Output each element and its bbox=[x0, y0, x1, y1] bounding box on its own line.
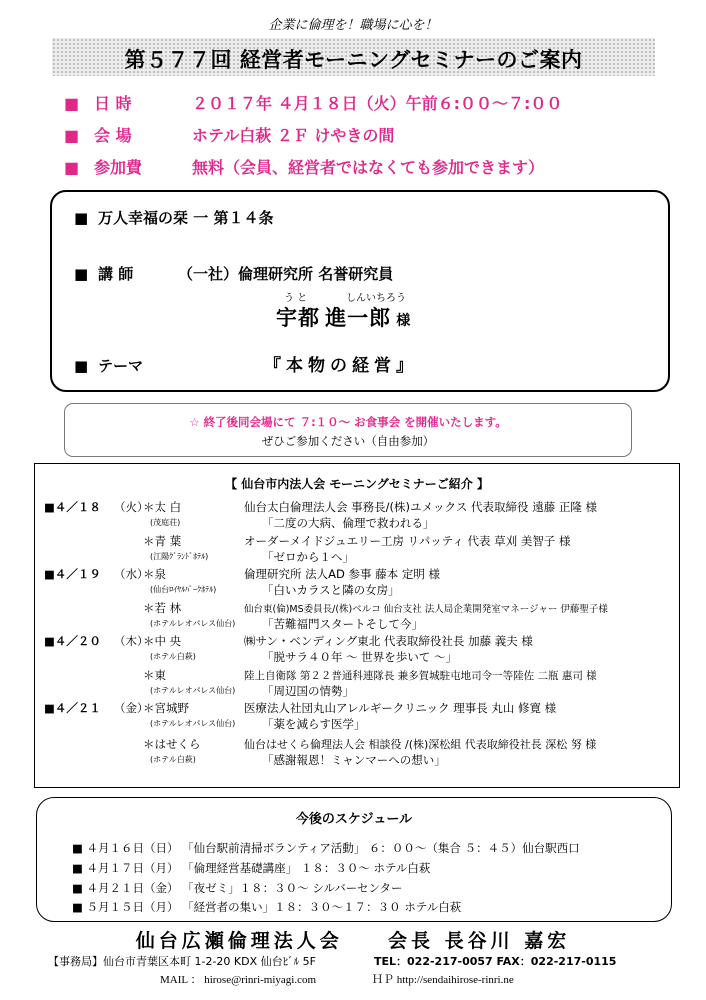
intro-date: ■４／１８ bbox=[44, 500, 101, 514]
schedule-item: ■ ４月１７日（月） 「倫理経営基礎講座」 １８：３０～ ホテル白萩 bbox=[72, 861, 431, 875]
intro-theme: 「二度の大病、倫理で救われる」 bbox=[262, 516, 435, 530]
schedule-item: ■ ５月１５日（月） 「経営者の集い」１８：３０～１７：３０ ホテル白萩 bbox=[72, 900, 462, 914]
bullet-square: ■ bbox=[64, 94, 80, 113]
intro-theme: 「感謝報恩！ミャンマーへの想い」 bbox=[262, 753, 446, 767]
intro-theme: 「薬を減らす医学」 bbox=[262, 717, 366, 731]
page-title: 第５７７回 経営者モーニングセミナーのご案内 bbox=[124, 48, 583, 72]
intro-speaker: 仙台東(倫)MS委員長/(株)ベルコ 仙台支社 法人局企業開発室マネージャー 伊藤聖子様 bbox=[244, 604, 608, 615]
dinner-line1 bbox=[64, 414, 632, 430]
lecturer-org: （一社）倫理研究所 名誉研究員 bbox=[178, 265, 394, 283]
header-item-datetime bbox=[64, 91, 562, 114]
speaker-honorific: 様 bbox=[396, 313, 411, 329]
schedule-item: ■ ４月２１日（金） 「夜ゼミ」１８：３０～ シルバーセンター bbox=[72, 881, 403, 895]
dinner-line2: ぜひご参加ください（自由参加） bbox=[261, 434, 435, 448]
intro-chapter-name: ＊宮城野 bbox=[143, 701, 189, 715]
intro-venue: (ホテル白萩) bbox=[150, 652, 196, 661]
schedule-title: 今後のスケジュール bbox=[295, 812, 413, 827]
homepage-url[interactable]: ＨＰ http://sendaihirose-rinri.ne bbox=[372, 974, 514, 986]
office-address: 【事務局】仙台市青葉区本町 1-2-20 KDX 仙台ﾋﾞﾙ 5F bbox=[48, 955, 316, 968]
intro-speaker: 医療法人社団丸山アレルギークリニック 理事長 丸山 修寛 様 bbox=[244, 701, 557, 715]
bullet-square: ■ bbox=[64, 158, 80, 177]
theme-label: テーマ bbox=[98, 357, 144, 375]
intro-venue: (ホテルレオパレス仙台) bbox=[150, 686, 236, 695]
tel-fax: TEL：022-217-0057 FAX：022-217-0115 bbox=[374, 955, 617, 968]
header-item-venue bbox=[64, 123, 394, 146]
intro-speaker: 陸上自衛隊 第２２普通科連隊長 兼多賀城駐屯地司令一等陸佐 二瓶 惠司 様 bbox=[244, 670, 597, 682]
theme-title: 『本物の経営』 bbox=[264, 356, 418, 376]
speaker-family-name: 宇都 bbox=[276, 306, 320, 330]
header-value: ２０１７年 ４月１８日（火）午前６:００～７:００ bbox=[192, 94, 563, 113]
intro-theme: 「ゼロから１へ」 bbox=[262, 550, 354, 564]
intro-dow: （火） bbox=[114, 500, 149, 514]
header-value: ホテル白萩 ２Ｆ けやきの間 bbox=[192, 126, 395, 145]
dinner-text: 終了後同会場にて ７:１０～ お食事会 を開催いたします。 bbox=[203, 415, 507, 429]
book-article-text: 万人幸福の栞 一 第１４条 bbox=[98, 209, 274, 227]
intro-date: ■４／２１ bbox=[44, 701, 101, 715]
star-icon: ☆ bbox=[189, 415, 200, 429]
intro-venue: (仙台ﾛｲﾔﾙﾊﾟｰｸﾎﾃﾙ) bbox=[150, 585, 217, 594]
intro-chapter-name: ＊若 林 bbox=[143, 601, 182, 615]
intro-speaker: オーダーメイドジュエリー工房 リパッティ 代表 草刈 美智子 様 bbox=[244, 534, 571, 548]
intro-speaker: ㈱サン・ベンディング東北 代表取締役社長 加藤 義夫 様 bbox=[244, 634, 533, 648]
book-article bbox=[74, 207, 273, 228]
intro-venue: (ホテル白萩) bbox=[150, 755, 196, 764]
theme-row bbox=[74, 351, 418, 376]
header-label: 会 場 bbox=[94, 126, 132, 145]
intro-venue: (茂庭荘) bbox=[150, 518, 181, 527]
intro-speaker: 仙台はせくら倫理法人会 相談役 /(株)深松組 代表取締役社長 深松 努 様 bbox=[244, 738, 597, 751]
intro-dow: （金） bbox=[114, 701, 149, 715]
header-item-fee bbox=[64, 155, 544, 178]
bullet-square: ■ bbox=[74, 357, 89, 375]
intro-dow: （水） bbox=[114, 567, 149, 581]
intro-venue: (ホテルレオパレス仙台) bbox=[150, 719, 236, 728]
intro-venue: (江陽ｸﾞﾗﾝﾄﾞﾎﾃﾙ) bbox=[150, 552, 209, 561]
intro-speaker: 仙台太白倫理法人会 事務長/(株)ユメックス 代表取締役 遠藤 正隆 様 bbox=[244, 500, 598, 514]
intro-chapter-name: ＊泉 bbox=[143, 567, 166, 581]
intro-chapter-name: ＊中 央 bbox=[143, 634, 182, 648]
organization-line bbox=[0, 926, 706, 953]
header-value: 無料（会員、経営者ではなくても参加できます） bbox=[192, 158, 545, 177]
header-label: 日 時 bbox=[94, 94, 132, 113]
schedule-item: ■ ４月１６日（日） 「仙台駅前清掃ボランティア活動」 ６：００～（集合 ５：４５）仙台駅西口 bbox=[72, 841, 580, 855]
intro-date: ■４／１９ bbox=[44, 567, 101, 581]
intro-chapter-name: ＊青 葉 bbox=[143, 534, 182, 548]
intro-theme: 「苦難福門スタートそして今」 bbox=[262, 617, 423, 631]
intro-theme: 「白いカラスと隣の女房」 bbox=[262, 583, 400, 597]
tagline: 企業に倫理を！職場に心を！ bbox=[268, 18, 438, 33]
intro-chapter-name: ＊太 白 bbox=[143, 500, 182, 514]
intro-theme: 「周辺国の情勢」 bbox=[262, 684, 354, 698]
intro-chapter-name: ＊東 bbox=[143, 668, 166, 682]
speaker-given-name: 進一郎 bbox=[325, 306, 392, 330]
bullet-square: ■ bbox=[74, 209, 89, 227]
mail-address[interactable]: MAIL ： hirose@rinri-miyagi.com bbox=[160, 974, 317, 986]
intro-date: ■４／２０ bbox=[44, 634, 101, 648]
bullet-square: ■ bbox=[64, 126, 80, 145]
speaker-name bbox=[276, 302, 410, 332]
lecturer-label: 講 師 bbox=[98, 265, 134, 283]
speaker-ruby-family: う と bbox=[284, 293, 308, 304]
intro-venue: (ホテルレオパレス仙台) bbox=[150, 619, 236, 628]
intro-dow: （木） bbox=[114, 634, 149, 648]
speaker-ruby-given: しんいちろう bbox=[346, 293, 406, 304]
seminar-intro-title: 【 仙台市内法人会 モーニングセミナーご紹介 】 bbox=[225, 477, 489, 491]
intro-speaker: 倫理研究所 法人AD 参事 藤本 定明 様 bbox=[244, 567, 440, 581]
header-label: 参加費 bbox=[94, 158, 143, 177]
bullet-square: ■ bbox=[74, 265, 89, 283]
chair-name: 会長 長谷川 嘉宏 bbox=[388, 930, 571, 952]
intro-chapter-name: ＊はせくら bbox=[143, 737, 201, 751]
intro-theme: 「脱サラ４０年 ～ 世界を歩いて ～」 bbox=[262, 650, 457, 664]
lecturer-row bbox=[74, 263, 393, 284]
organization-name: 仙台広瀬倫理法人会 bbox=[135, 930, 343, 952]
